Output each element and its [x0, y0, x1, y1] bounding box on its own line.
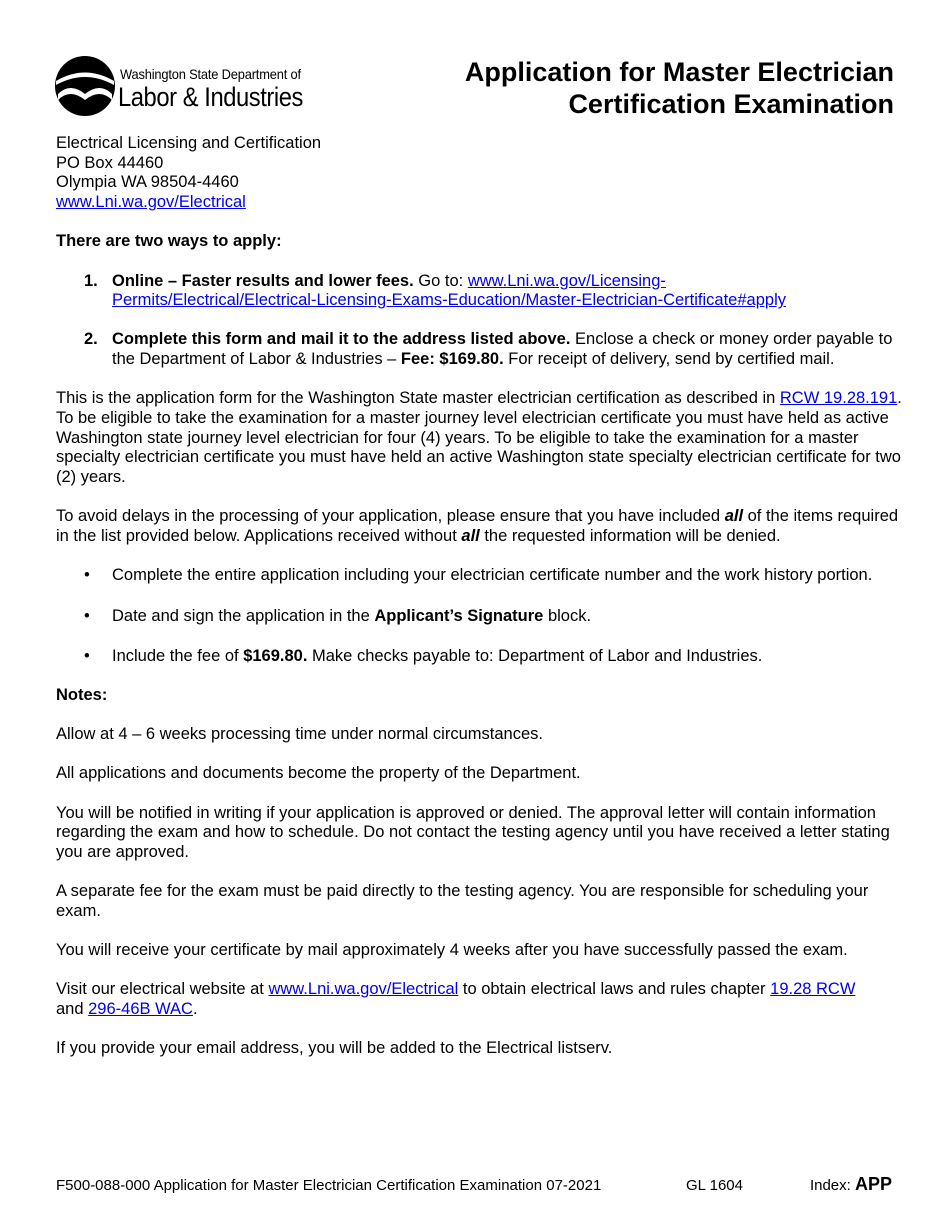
index-label: Index: [809, 1177, 855, 1194]
emphasis-all: all [461, 527, 480, 546]
bullet: • [84, 566, 90, 585]
requirement-text: Make checks payable to: Department of Labor and Industries. [307, 646, 763, 665]
electrical-website-link[interactable]: www.Lni.wa.gov/Electrical [56, 193, 246, 212]
intro-text-2: . To be eligible to take the examination for a master journey level electrician certificate you must have held as active Washington state journey level electrician for four (4) years. To be eligible to take the examination for a master specialty electrician certificate you must have held an active Washington state specialty electrician certificate for two (2) years. [56, 389, 902, 487]
intro-text-1: This is the application form for the Washington State master electrician certification as described in [56, 389, 780, 408]
mail-option-delivery: For receipt of delivery, send by certified mail. [503, 350, 835, 369]
bullet: • [84, 646, 90, 665]
agency-logo-icon [54, 54, 116, 118]
agency-logo [54, 54, 334, 118]
note-listserv: If you provide your email address, you will be added to the Electrical listserv. [56, 1039, 613, 1058]
rcw-chapter-link[interactable]: 19.28 RCW [770, 980, 856, 999]
title-line-2: Certification Examination [568, 89, 894, 119]
requirement-text: Complete the entire application including your electrician certificate number and the work history portion. [112, 566, 873, 585]
logo-dept-line: Washington State Department of [120, 66, 301, 82]
index-code [810, 1174, 892, 1195]
fee-amount: Fee: $169.80. [400, 350, 504, 369]
index-value: APP [854, 1174, 892, 1194]
signature-block-label: Applicant’s Signature [374, 606, 544, 625]
bullet: • [84, 606, 90, 625]
fee-amount: $169.80. [243, 646, 308, 665]
apply-way-mail [56, 330, 906, 369]
rcw-link[interactable]: RCW 19.28.191 [779, 389, 898, 408]
address-line-3: Olympia WA 98504-4460 [56, 173, 239, 192]
address-line-1: Electrical Licensing and Certification [56, 134, 322, 152]
online-apply-link-part1[interactable]: www.Lni.wa.gov/Licensing- [467, 271, 666, 290]
mailing-address [56, 134, 906, 213]
requirement-item [56, 647, 906, 667]
avoid-text-1: To avoid delays in the processing of your application, please ensure that you have included [56, 507, 725, 526]
online-option-text: Go to: [413, 271, 468, 290]
logo-name-line: Labor & Industries [118, 82, 303, 112]
note-text: Visit our electrical website at [56, 980, 269, 999]
avoid-text-3: the requested information will be denied. [479, 527, 781, 546]
ways-heading: There are two ways to apply: [56, 232, 282, 251]
avoid-delays-paragraph [56, 507, 906, 546]
electrical-website-link[interactable]: www.Lni.wa.gov/Electrical [268, 980, 459, 999]
list-number: 1. [84, 271, 98, 290]
intro-paragraph [56, 389, 906, 488]
page-title [465, 56, 894, 120]
note-certificate-mail: You will receive your certificate by mail approximately 4 weeks after you have successfully passed the exam. [56, 941, 848, 960]
gl-code: GL 1604 [686, 1177, 743, 1194]
requirement-text: Include the fee of [112, 646, 244, 665]
address-line-2: PO Box 44460 [56, 153, 164, 172]
wac-link[interactable]: 296-46B WAC [88, 1000, 193, 1019]
mail-option-text: Enclose a check or money order payable to the Department of Labor & Industries – [112, 330, 893, 369]
emphasis-all: all [724, 507, 744, 526]
requirements-list [56, 566, 906, 666]
requirement-text: Date and sign the application in the [112, 606, 375, 625]
requirement-item [56, 607, 906, 627]
note-website [56, 980, 906, 1019]
page-footer [56, 1174, 892, 1199]
note-property: All applications and documents become the property of the Department. [56, 764, 581, 783]
online-option-label: Online – Faster results and lower fees. [112, 271, 414, 290]
notes-heading: Notes: [56, 686, 108, 705]
note-text: . [192, 1000, 198, 1019]
note-processing-time: Allow at 4 – 6 weeks processing time under normal circumstances. [56, 725, 543, 744]
apply-ways-list [56, 272, 906, 370]
apply-way-online [56, 272, 906, 311]
form-number: F500-088-000 Application for Master Electrician Certification Examination 07-2021 [56, 1177, 602, 1194]
avoid-text-2: of the items required in the list provided below. Applications received without [56, 507, 899, 546]
note-text: to obtain electrical laws and rules chapter [458, 980, 771, 999]
note-text: and [56, 1000, 89, 1019]
title-line-1: Application for Master Electrician [464, 57, 894, 87]
list-number: 2. [84, 330, 98, 349]
document-body [56, 134, 906, 1059]
online-apply-link-part2[interactable]: Permits/Electrical/Electrical-Licensing-Exams-Education/Master-Electrician-Certificate#apply [112, 291, 786, 310]
requirement-item [56, 566, 906, 586]
note-exam-fee: A separate fee for the exam must be paid directly to the testing agency. You are responsible for scheduling your exam. [56, 882, 869, 920]
requirement-text: block. [543, 606, 592, 625]
note-notification: You will be notified in writing if your application is approved or denied. The approval letter will contain information regarding the exam and how to schedule. Do not contact the testing agency until you have received a letter stating you are approved. [56, 803, 890, 862]
mail-option-label: Complete this form and mail it to the address listed above. [112, 330, 571, 349]
